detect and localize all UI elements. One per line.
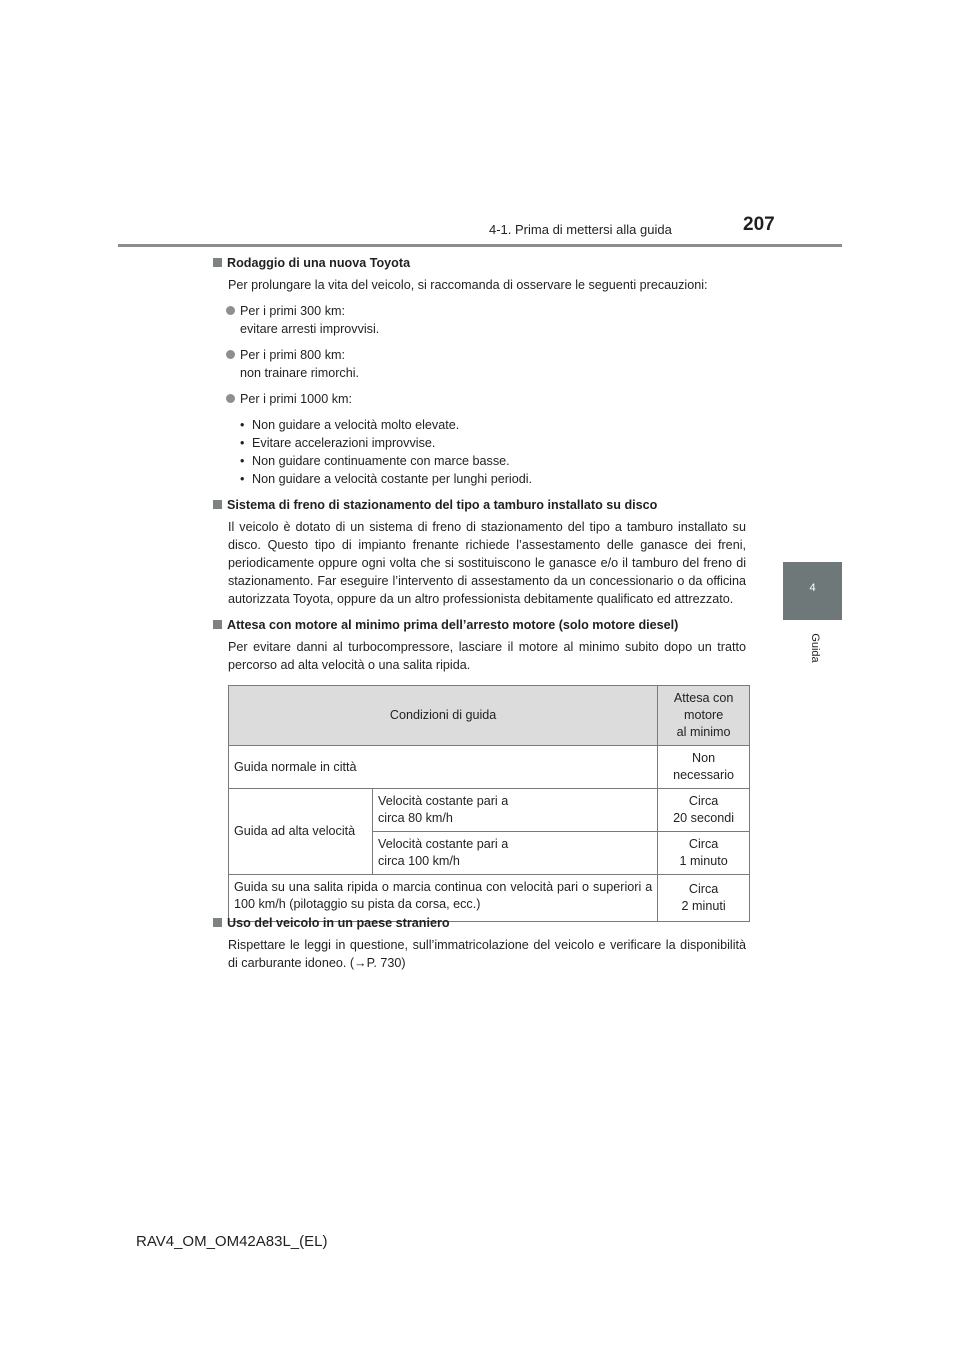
- section-title: Rodaggio di una nuova Toyota: [227, 256, 411, 270]
- table-row: [229, 746, 750, 789]
- bullet-item: [213, 302, 746, 338]
- square-bullet-icon: [213, 620, 222, 629]
- table-cell: Circa 2 minuti: [658, 875, 750, 922]
- section-title: Uso del veicolo in un paese straniero: [227, 916, 450, 930]
- list-item: • Evitare accelerazioni improvvise.: [240, 436, 436, 450]
- section-heading-parking-brake: [213, 496, 746, 514]
- bullet-text: Per i primi 1000 km:: [240, 392, 352, 406]
- bullet-text: non trainare rimorchi.: [240, 366, 359, 380]
- chapter-label: Guida: [809, 633, 821, 663]
- table-header-row: [229, 686, 750, 746]
- table-cell: Circa 20 secondi: [658, 789, 750, 832]
- list-item: • Non guidare continuamente con marce basse.: [240, 454, 510, 468]
- section-heading-abroad: [213, 914, 746, 932]
- round-bullet-icon: [226, 394, 235, 403]
- table-row: [229, 789, 750, 832]
- section-heading-idle: [213, 616, 746, 634]
- table-header-conditions: Condizioni di guida: [229, 686, 658, 746]
- square-bullet-icon: [213, 918, 222, 927]
- table-cell: Guida normale in città: [229, 746, 658, 789]
- round-bullet-icon: [226, 306, 235, 315]
- main-content: [213, 254, 746, 674]
- header-section-title: 4-1. Prima di mettersi alla guida: [489, 222, 672, 237]
- idle-conditions-table: [228, 685, 750, 922]
- table-header-wait: Attesa con motore al minimo: [658, 686, 750, 746]
- paragraph: Per evitare danni al turbocompressore, lasciare il motore al minimo subito dopo un tratto percorso ad alta velocità o una salita ripida.: [228, 640, 746, 672]
- chapter-tab: [783, 562, 842, 620]
- list-item: • Non guidare a velocità costante per lunghi periodi.: [240, 472, 533, 486]
- bullet-text: evitare arresti improvvisi.: [240, 322, 380, 336]
- table-cell: Velocità costante pari a circa 100 km/h: [373, 832, 658, 875]
- section-title: Sistema di freno di stazionamento del tipo a tamburo installato su disco: [227, 498, 658, 512]
- chapter-number: 4: [809, 582, 816, 594]
- bullet-text: Per i primi 800 km:: [240, 348, 345, 362]
- list-item: • Non guidare a velocità molto elevate.: [240, 418, 460, 432]
- paragraph: Il veicolo è dotato di un sistema di freno di stazionamento del tipo a tamburo installato su disco. Questo tipo di impianto frenante richiede l’assestamento delle ganasce dei freni, periodicamente oppure ogni volta che si sostituiscono le ganasce e/o il tamburo del freno di stazionamento. Far eseguire l’intervento di assestamento da un concessionario o da officina autorizzata Toyota, oppure da un altro professionista debitamente qualificato ed attrezzato.: [228, 520, 746, 606]
- round-bullet-icon: [226, 350, 235, 359]
- paragraph: Per prolungare la vita del veicolo, si raccomanda di osservare le seguenti precauzioni:: [228, 278, 708, 292]
- header-divider: [118, 244, 842, 247]
- table-cell: Non necessario: [658, 746, 750, 789]
- square-bullet-icon: [213, 500, 222, 509]
- bullet-item: [213, 390, 746, 408]
- sub-list: [213, 416, 746, 488]
- table-cell: Circa 1 minuto: [658, 832, 750, 875]
- square-bullet-icon: [213, 258, 222, 267]
- table-cell: Guida ad alta velocità: [229, 789, 373, 875]
- bullet-item: [213, 346, 746, 382]
- paragraph: Rispettare le leggi in questione, sull’immatricolazione del veicolo e verificare la disponibilità di carburante idoneo. (→P. 730): [228, 938, 746, 970]
- table-cell: Guida su una salita ripida o marcia continua con velocità pari o superiori a 100 km/h (pilotaggio su pista da corsa, ecc.): [229, 875, 658, 922]
- page-number: 207: [743, 214, 775, 235]
- section-title: Attesa con motore al minimo prima dell’arresto motore (solo motore diesel): [227, 618, 679, 632]
- table-cell: Velocità costante pari a circa 80 km/h: [373, 789, 658, 832]
- section-heading-break-in: [213, 254, 746, 272]
- document-code: RAV4_OM_OM42A83L_(EL): [136, 1233, 328, 1250]
- bullet-text: Per i primi 300 km:: [240, 304, 345, 318]
- closing-content: [213, 914, 746, 972]
